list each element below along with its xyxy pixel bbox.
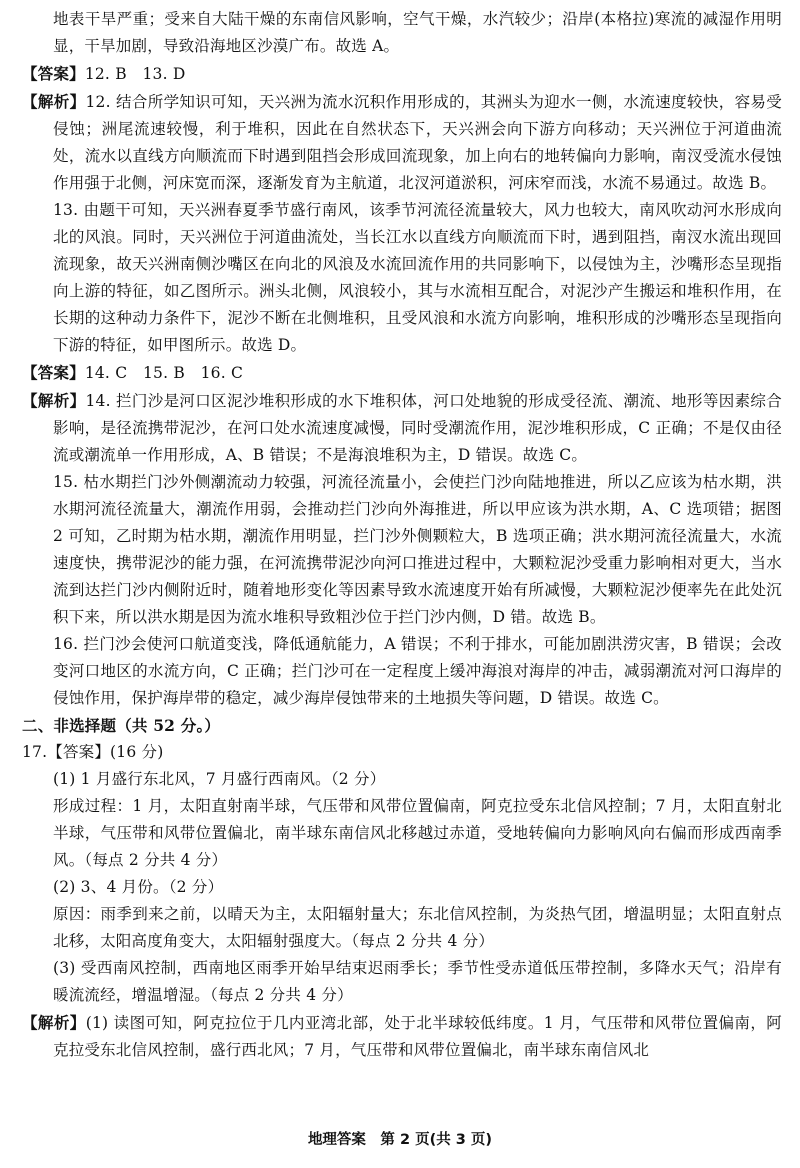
paragraph-text: 17.【答案】(16 分) [22, 743, 164, 761]
paragraph-label: 【解析】 [22, 391, 86, 410]
paragraph [22, 766, 782, 793]
paragraph-text: 原因：雨季到来之前，以晴天为主，太阳辐射量大；东北信风控制，为炎热气团，增温明显；太阳直射点北移，太阳高度角变大，太阳辐射强度大。（每点 2 分共 4 分） [53, 905, 782, 950]
paragraph [22, 631, 782, 712]
paragraph-text: (3) 受西南风控制，西南地区雨季开始早结束迟雨季长；季节性受赤道低压带控制，多降水天气；沿岸有暖流流经，增温增湿。（每点 2 分共 4 分） [53, 959, 782, 1004]
paragraph-text: 13. 由题干可知，天兴洲春夏季节盛行南风，该季节河流径流量较大，风力也较大，南风吹动河水形成向北的风浪。同时，天兴洲位于河道曲流处，当长江水以直线方向顺流而下时，遇到阻挡，南汊水流出现回流现象，故天兴洲南侧沙嘴区在向北的风浪及水流回流作用的共同影响下，以侵蚀为主，沙嘴形态呈现指向上游的特征，如乙图所示。洲头北侧，风浪较小，其与水流相互配合，对泥沙产生搬运和堆积作用，在长期的这种动力条件下，泥沙不断在北侧堆积，且受风浪和水流方向影响，堆积形成的沙嘴形态呈现指向下游的特征，如甲图所示。故选 D。 [53, 201, 782, 354]
paragraph [22, 88, 782, 197]
paragraph [22, 60, 782, 88]
paragraph-text: 16. 拦门沙会使河口航道变浅，降低通航能力，A 错误；不利于排水，可能加剧洪涝灾害，B 错误；会改变河口地区的水流方向，C 正确；拦门沙可在一定程度上缓冲海浪对海岸的冲击，减弱潮流对河口海岸的侵蚀作用，保护海岸带的稳定，减少海岸侵蚀带来的土地损失等问题，D 错误。故选 C。 [53, 635, 782, 707]
paragraph [22, 793, 782, 874]
paragraph-text: (1) 1 月盛行东北风，7 月盛行西南风。（2 分） [53, 770, 386, 788]
paragraph [22, 1009, 782, 1064]
paragraph [22, 359, 782, 387]
document-body [22, 6, 782, 1064]
paragraph-label: 【答案】 [22, 363, 85, 382]
paragraph [22, 469, 782, 631]
paragraph-text: 12. B 13. D [84, 65, 186, 83]
paragraph-text: 二、非选择题（共 52 分。） [22, 716, 221, 735]
paragraph [22, 197, 782, 359]
paragraph-text: 地表干旱严重；受来自大陆干燥的东南信风影响，空气干燥，水汽较少；沿岸(本格拉)寒流的减湿作用明显，干旱加剧，导致沿海地区沙漠广布。故选 A。 [53, 10, 782, 55]
page-footer: 地理答案 第 2 页(共 3 页) [307, 1132, 493, 1148]
paragraph [22, 955, 782, 1009]
paragraph [22, 387, 782, 469]
paragraph-text: 14. C 15. B 16. C [84, 364, 244, 382]
paragraph [22, 874, 782, 901]
paragraph-label: 【解析】 [22, 1013, 86, 1032]
paragraph [22, 901, 782, 955]
paragraph-text: 12. 结合所学知识可知，天兴洲为流水沉积作用形成的，其洲头为迎水一侧，水流速度较快，容易受侵蚀；洲尾流速较慢，利于堆积，因此在自然状态下，天兴洲会向下游方向移动；天兴洲位于河道曲流处，流水以直线方向顺流而下时遇到阻挡会形成回流现象，加上向右的地转偏向力影响，南汊受流水侵蚀作用强于北侧，河床宽而深，逐渐发育为主航道，北汊河道淤积，河床窄而浅，水流不易通过。故选 B。 [53, 93, 782, 192]
paragraph-text: (2) 3、4 月份。（2 分） [53, 878, 224, 896]
paragraph-label: 【答案】 [22, 64, 85, 83]
paragraph-text: 14. 拦门沙是河口区泥沙堆积形成的水下堆积体，河口处地貌的形成受径流、潮流、地形等因素综合影响，是径流携带泥沙，在河口处水流速度减慢，同时受潮流作用，泥沙堆积形成，C 正确；不是仅由径流或潮流单一作用形成，A、B 错误；不是海浪堆积为主，D 错误。故选 C。 [53, 392, 782, 464]
paragraph-label: 【解析】 [22, 92, 86, 111]
paragraph [22, 6, 782, 60]
paragraph-text: (1) 读图可知，阿克拉位于几内亚湾北部，处于北半球较低纬度。1 月，气压带和风带位置偏南，阿克拉受东北信风控制，盛行西北风；7 月，气压带和风带位置偏北，南半球东南信风北 [53, 1014, 782, 1059]
paragraph-text: 形成过程：1 月，太阳直射南半球，气压带和风带位置偏南，阿克拉受东北信风控制；7 月，太阳直射北半球，气压带和风带位置偏北，南半球东南信风北移越过赤道，受地转偏向力影响风向右偏而形成西南季风。（每点 2 分共 4 分） [53, 797, 782, 869]
paragraph-text: 15. 枯水期拦门沙外侧潮流动力较强，河流径流量小，会使拦门沙向陆地推进，所以乙应该为枯水期，洪水期河流径流量大，潮流作用弱，会推动拦门沙向外海推进，所以甲应该为洪水期，A、C 选项错；据图 2 可知，乙时期为枯水期，潮流作用明显，拦门沙外侧颗粒大，B 选项正确；洪水期河流径流量大，水流速度快，携带泥沙的能力强，在河流携带泥沙向河口推进过程中，大颗粒泥沙受重力影响相对更大，当水流到达拦门沙内侧附近时，随着地形变化等因素导致水流速度开始有所减慢，大颗粒泥沙便率先在此处沉积下来，所以洪水期是因为流水堆积导致粗沙位于拦门沙内侧，D 错。故选 B。 [53, 473, 782, 626]
paragraph [22, 739, 782, 766]
section-heading [22, 712, 782, 739]
